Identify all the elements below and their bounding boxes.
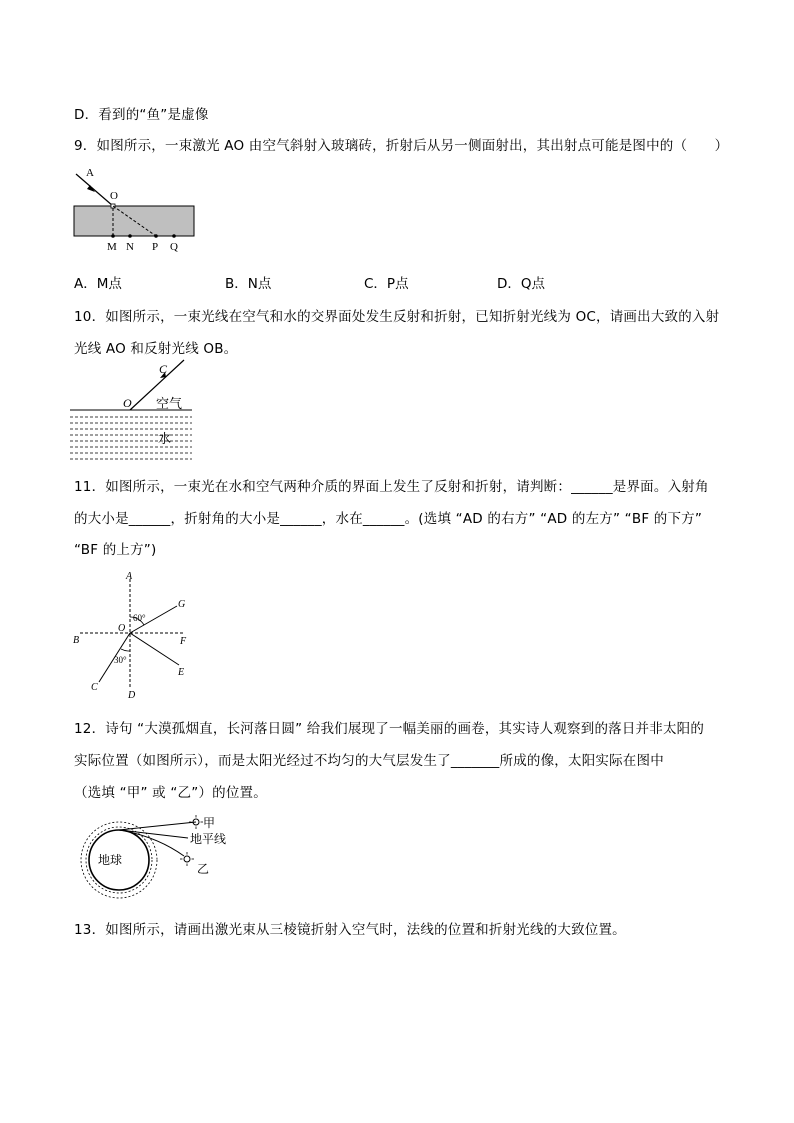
q8-option-d: D．看到的“鱼”是虚像 bbox=[74, 107, 209, 123]
label-b: B bbox=[73, 635, 80, 646]
label-c: C bbox=[91, 682, 98, 693]
q9-option-c: C．P点 bbox=[364, 276, 409, 292]
incident-ray bbox=[76, 174, 113, 206]
water-surface-lines bbox=[70, 417, 192, 459]
q13-stem: 13．如图所示，请画出激光束从三棱镜折射入空气时，法线的位置和折射光线的大致位置。 bbox=[74, 922, 626, 938]
q11-stem-line3: “BF 的上方”) bbox=[74, 542, 157, 558]
q9-option-b: B．N点 bbox=[225, 276, 272, 292]
label-q: Q bbox=[170, 241, 178, 253]
label-m: M bbox=[107, 241, 117, 253]
q9-option-d: D．Q点 bbox=[497, 276, 546, 292]
label-horizon: 地平线 bbox=[190, 832, 227, 846]
label-p: P bbox=[152, 241, 159, 253]
q12-stem-line2: 实际位置（如图所示），而是太阳光经过不均匀的大气层发生了_______所成的像，太阳实际在图中 bbox=[74, 753, 664, 769]
angle-30: 30° bbox=[114, 655, 127, 665]
label-air: 空气 bbox=[156, 396, 183, 411]
label-c: C bbox=[159, 362, 168, 376]
label-f: F bbox=[180, 636, 187, 647]
label-a: A bbox=[86, 167, 94, 179]
label-water: 水 bbox=[158, 431, 172, 446]
angle-60: 60° bbox=[133, 613, 146, 623]
label-a: A bbox=[126, 571, 133, 582]
label-o: O bbox=[110, 190, 118, 202]
label-o: O bbox=[123, 396, 132, 410]
q10-stem-line1: 10．如图所示，一束光线在空气和水的交界面处发生反射和折射，已知折射光线为 OC，请画出大致的入射 bbox=[74, 309, 720, 325]
q11-stem-line1: 11．如图所示，一束光在水和空气两种介质的界面上发生了反射和折射，请判断：______是界面。入射角 bbox=[74, 479, 709, 495]
label-o: O bbox=[118, 623, 126, 634]
q10-stem-line2: 光线 AO 和反射光线 OB。 bbox=[74, 341, 238, 357]
q12-figure bbox=[66, 810, 236, 902]
line-to-jia bbox=[119, 822, 196, 830]
label-n: N bbox=[126, 241, 134, 253]
q12-stem-line1: 12．诗句 “大漠孤烟直，长河落日圆” 给我们展现了一幅美丽的画卷，其实诗人观察到的落日并非太阳的 bbox=[74, 721, 705, 737]
label-yi: 乙 bbox=[197, 862, 210, 876]
q11-figure bbox=[70, 565, 200, 700]
label-d: D bbox=[128, 690, 136, 700]
q9-figure bbox=[70, 166, 200, 258]
ray-oe bbox=[130, 633, 179, 665]
ray-arrow-icon bbox=[87, 185, 95, 192]
label-e: E bbox=[178, 667, 185, 678]
q12-stem-line3: （选填 “甲” 或 “乙”）的位置。 bbox=[74, 785, 267, 801]
q9-stem: 9．如图所示，一束激光 AO 由空气斜射入玻璃砖，折射后从另一侧面射出，其出射点可能是图中的（ ） bbox=[74, 138, 729, 154]
label-g: G bbox=[178, 599, 186, 610]
label-jia: 甲 bbox=[203, 816, 216, 830]
q10-figure bbox=[70, 358, 200, 464]
q11-stem-line2: 的大小是______，折射角的大小是______，水在______。(选填 “AD 的右方” “AD 的左方” “BF 的下方” bbox=[74, 511, 703, 527]
earth-label: 地球 bbox=[98, 853, 123, 867]
q9-option-a: A．M点 bbox=[74, 276, 122, 292]
